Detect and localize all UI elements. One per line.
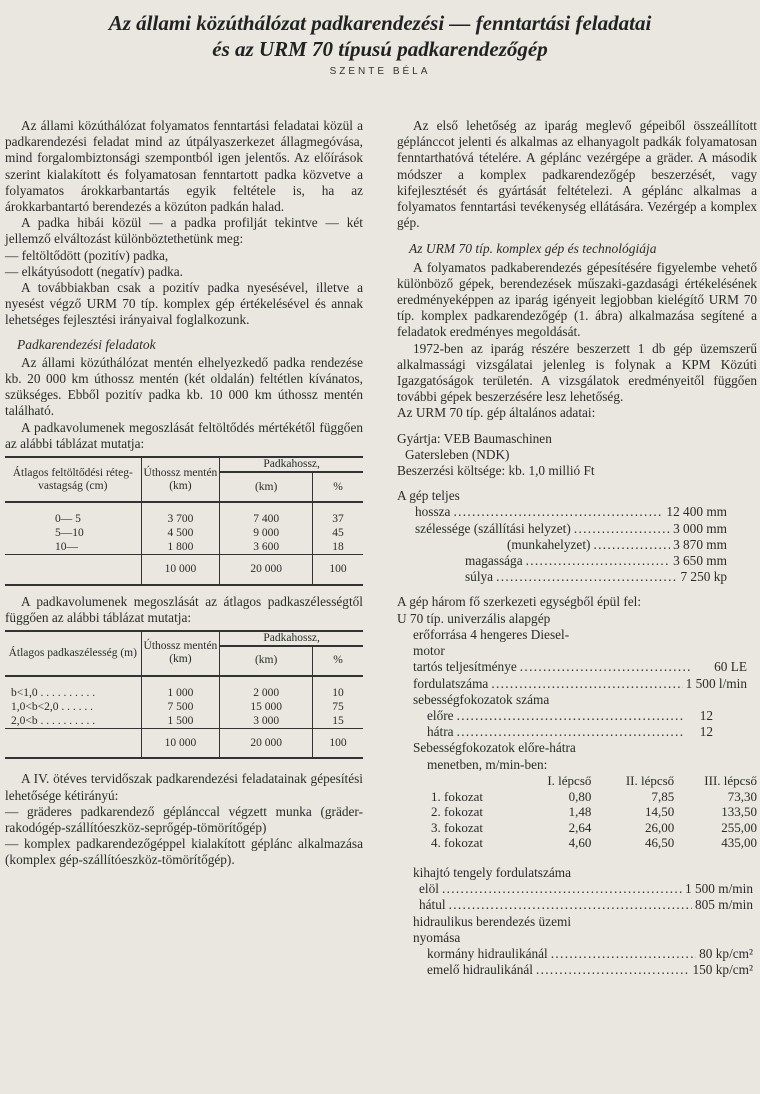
- left-paragraph-5: A padkavolumenek megoszlását feltöltődés mértékétől függően az alábbi táblázat mutatja:: [5, 419, 363, 451]
- dim-row: magassága . . . 3 650 mm: [415, 553, 727, 569]
- dim-row: hossza . . . 12 400 mm: [415, 504, 727, 520]
- title-line-2: és az URM 70 típusú padkarendezőgép: [212, 37, 548, 61]
- maker-line-2: Gatersleben (NDK): [405, 446, 510, 462]
- left-paragraph-4: Az állami közúthálózat mentén elhelyezkedő padka rendezése kb. 20 000 km úthossz mentén (két oldalán) feltétlen kívánatos, szükséges. Ebből pozitív padka kb. 10 000 km úthossz mentén található.: [5, 354, 363, 419]
- table-row: 5—10 4 500 9 000 45: [5, 526, 363, 540]
- left-paragraph-1: Az állami közúthálózat folyamatos fenntartási feladatai közül a padkarendezési feladat mind az útpályaszerkezet állagmegóvása, mind forgalombiztonsági szempontból igen jelentős. Az előírások szerint kialakított és folyamatosan fenntartott padka közvetve a folyamatos árokkarbantartás egyik feltétele is, ha az árokkarbantartó berendezés a közúton padkán halad.: [5, 118, 363, 215]
- dim-row: szélessége (szállítási helyzet) . . . 3 000 mm: [415, 521, 727, 537]
- table-row: 1. fokozat 0,80 7,85 73,30: [431, 788, 757, 804]
- axle-row: hátul . . . 805 m/min: [419, 897, 753, 913]
- table1-header-km: (km): [220, 472, 313, 502]
- table2-header-km: (km): [220, 646, 313, 676]
- engine-spec-row: fordulatszáma . . . 1 500 l/min: [413, 676, 747, 692]
- table1-header-thickness: Átlagos feltöltődési réteg-vastagság (cm): [5, 457, 141, 502]
- left-paragraph-7: A IV. ötéves tervidőszak padkarendezési feladatainak gépesítési lehetősége kétirányú:: [5, 771, 363, 803]
- title-line-1: Az állami közúthálózat padkarendezési — fenntartási feladatai: [108, 11, 652, 35]
- section-heading-urm70: Az URM 70 típ. komplex gép és technológiája: [409, 241, 657, 257]
- speed-header-iii: III. lépcső: [704, 772, 757, 788]
- table-row: 0— 5 3 700 7 400 37: [5, 512, 363, 526]
- engine-spec-row: tartós teljesítménye . . . 60 LE: [413, 659, 747, 675]
- hydraulic-list: [413, 946, 753, 978]
- list-item-positive: — feltöltődött (pozitív) padka,: [5, 247, 169, 263]
- maker-line-1: Gyártja: VEB Baumaschinen: [397, 430, 552, 446]
- right-column: [397, 118, 757, 978]
- left-paragraph-3: A továbbiakban csak a pozitív padka nyesésével, illetve a nyesést végző URM 70 típ. komplex gép értékelésével és annak lehetséges fejlesztési irányaival foglalkozunk.: [5, 280, 363, 328]
- list-item-negative: — elkátyúsodott (negatív) padka.: [5, 263, 183, 279]
- axle-block: [397, 865, 753, 978]
- table-row: b<1,0 . . . . . . . . . . 1 000 2 000 10: [5, 686, 363, 700]
- dims-title: A gép teljes: [397, 488, 460, 504]
- table-row: 4. fokozat 4,60 46,50 435,00: [431, 835, 757, 851]
- parts-title: A gép három fő szerkezeti egységből épül fel:: [397, 594, 642, 610]
- speed-table: [397, 773, 757, 851]
- speed-title-1: Sebességfokozatok előre-hátra: [413, 740, 576, 756]
- hydraulic-title-2: nyomása: [413, 929, 461, 945]
- gears-list: [413, 708, 713, 740]
- table2-header-shoulder: Padkahossz,: [220, 631, 363, 646]
- table2-header-pct: %: [313, 646, 364, 676]
- table-row: 10— 1 800 3 600 18: [5, 540, 363, 555]
- table-row: 2,0<b . . . . . . . . . . 1 500 3 000 15: [5, 714, 363, 729]
- cost-line: Beszerzési költsége: kb. 1,0 millió Ft: [397, 463, 595, 479]
- table-total-row: 10 000 20 000 100: [5, 728, 363, 758]
- speed-header-ii: II. lépcső: [625, 772, 675, 788]
- speed-header-i: I. lépcső: [547, 772, 592, 788]
- table2-header-width: Átlagos padkaszélesség (m): [5, 631, 141, 676]
- right-paragraph-1: Az első lehetőség az iparág meglevő gépeiből összeállított géplánccot jelenti és alkalmas az elhanyagolt padkák folyamatosan fenntarthatóvá tételére. A géplánc vezérgépe a gräder. A második módszer a komplex padkarendezőgép beszerzését, vagy kifejlesztését és gyártását feltételezi. A géplánc alkalmas a folyamatos fenntartási tevékenység ellátására. Vezérgép a komplex gép.: [397, 118, 757, 231]
- hydraulic-row: kormány hidraulikánál . . . 80 kp/cm²: [427, 946, 753, 962]
- left-column: [5, 118, 363, 869]
- base-machine: U 70 típ. univerzális alapgép: [397, 610, 551, 626]
- table2-header-road: Úthossz mentén (km): [141, 631, 220, 676]
- right-paragraph-4: Az URM 70 típ. gép általános adatai:: [397, 405, 596, 421]
- list-item-grader: — gräderes padkarendező géplánccal végzett munka (gräder-rakodógép-szállítóeszköz-seprőgép-tömörítőgép): [5, 803, 363, 836]
- gears-title: sebességfokozatok száma: [413, 691, 550, 707]
- speed-title-2: menetben, m/min-ben:: [427, 756, 548, 772]
- author: SZENTE BÉLA: [329, 66, 431, 77]
- article-title: [0, 10, 760, 62]
- list-item-complex: — komplex padkarendezőgéppel kialakított géplánc alkalmazása (komplex gép-szállítóeszköz-tömörítőgép).: [5, 836, 363, 868]
- dim-row: súlya . . . 7 250 kp: [415, 569, 727, 585]
- engine-block: [397, 627, 747, 773]
- left-paragraph-2: A padka hibái közül — a padka profilját tekintve — két jellemző elváltozást különböztethetünk meg:: [5, 215, 363, 247]
- table1-header-shoulder: Padkahossz,: [220, 457, 363, 472]
- engine-line-2: motor: [413, 643, 445, 659]
- axle-row: elöl . . . 1 500 m/min: [419, 881, 753, 897]
- right-paragraph-3: 1972-ben az iparág részére beszerzett 1 db gép üzemszerű alkalmassági vizsgálatai jelenleg is folynak a KPM Közúti Igazgatóságok területén. A vizsgálatok eredményeitől függően további gépek beszerzésére lesz lehetőség.: [397, 340, 757, 405]
- dims-list: [397, 504, 727, 585]
- dim-row: (munkahelyzet) . . . 3 870 mm: [415, 537, 727, 553]
- gear-row: előre . . . 12: [427, 708, 713, 724]
- table-total-row: 10 000 20 000 100: [5, 555, 363, 585]
- table-row: 3. fokozat 2,64 26,00 255,00: [431, 819, 757, 835]
- gear-row: hátra . . . 12: [427, 724, 713, 740]
- table-row: 2. fokozat 1,48 14,50 133,50: [431, 804, 757, 820]
- hydraulic-row: emelő hidraulikánál . . . 150 kp/cm²: [427, 962, 753, 978]
- axle-title: kihajtó tengely fordulatszáma: [413, 864, 572, 880]
- axle-list: [413, 881, 753, 913]
- table1-header-pct: %: [313, 472, 364, 502]
- table-fill-thickness: [5, 456, 363, 586]
- table-shoulder-width: [5, 630, 363, 760]
- left-paragraph-6: A padkavolumenek megoszlását az átlagos padkaszélességtől függően az alábbi táblázat mutatja:: [5, 593, 363, 625]
- right-paragraph-2: A folyamatos padkaberendezés gépesítésére figyelembe vehető különböző gépek, berendezések műszaki-gazdasági értékelésének eredményeképpen az iparág igényeit legjobban kielégítő URM 70 típ. komplex padkarendezőgép (1. ábra) alkalmazása segítené a feladatok eredményes megoldását.: [397, 259, 757, 340]
- table-row: 1,0<b<2,0 . . . . . . 7 500 15 000 75: [5, 700, 363, 714]
- table1-header-road: Úthossz mentén (km): [141, 457, 220, 502]
- engine-line-1: erőforrása 4 hengeres Diesel-: [413, 626, 570, 642]
- hydraulic-title-1: hidraulikus berendezés üzemi: [413, 913, 572, 929]
- section-heading-padkarendezesi: Padkarendezési feladatok: [17, 336, 156, 352]
